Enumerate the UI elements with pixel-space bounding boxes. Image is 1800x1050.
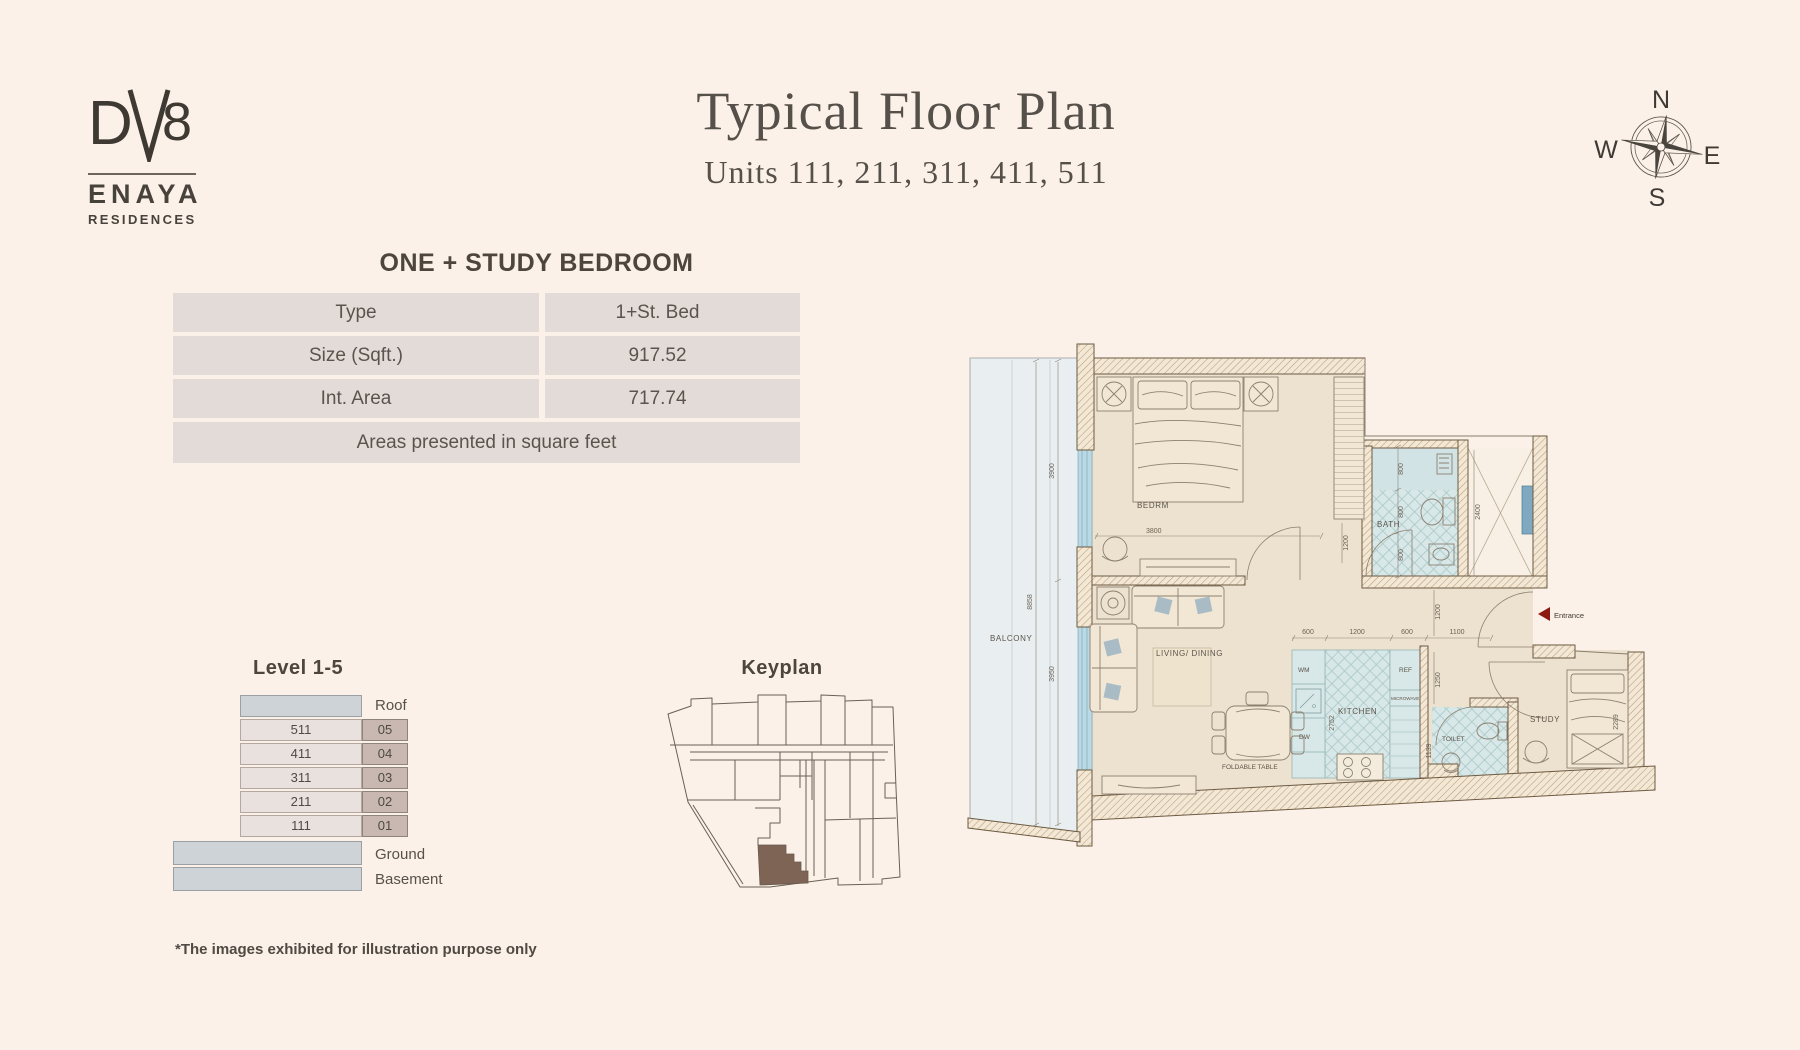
dv8-monogram-icon bbox=[88, 84, 208, 162]
dining-table bbox=[1226, 706, 1290, 760]
keyplan-drawing bbox=[660, 688, 905, 893]
balcony-label: BALCONY bbox=[990, 634, 1033, 643]
keyplan-title: Keyplan bbox=[741, 657, 823, 679]
bedroom-label: BEDRM bbox=[1137, 501, 1169, 510]
row-value: 917.52 bbox=[545, 336, 800, 375]
dim-ref-depth: 1250 bbox=[1435, 672, 1442, 688]
shaft-window bbox=[1522, 486, 1533, 534]
page-title: Typical Floor Plan bbox=[696, 81, 1116, 141]
compass-west-label: W bbox=[1594, 136, 1618, 164]
foldable-table-label: FOLDABLE TABLE bbox=[1222, 764, 1278, 771]
dim-balcony-lower: 3950 bbox=[1049, 666, 1056, 682]
stove bbox=[1337, 754, 1383, 780]
dressing-table bbox=[1140, 559, 1236, 576]
floor-row-level: 05 bbox=[362, 719, 408, 741]
compass-rose-icon bbox=[1583, 72, 1743, 217]
row-label: Size (Sqft.) bbox=[173, 336, 539, 375]
floor-row-unit: 211 bbox=[240, 791, 362, 813]
kitchen-label: KITCHEN bbox=[1338, 707, 1378, 716]
bath-label: BATH bbox=[1377, 520, 1401, 529]
floor-row-unit: 311 bbox=[240, 767, 362, 789]
disclaimer-footnote: *The images exhibited for illustration purpose only bbox=[175, 941, 537, 958]
dim-hall-width: 1200 bbox=[1435, 604, 1442, 620]
row-label: Type bbox=[173, 293, 539, 332]
dim-bath-1: 800 bbox=[1398, 463, 1405, 475]
floor-row-unit: 111 bbox=[240, 815, 362, 837]
logo-name: ENAYA bbox=[88, 179, 203, 209]
dim-kitchen-3: 600 bbox=[1401, 629, 1413, 636]
living-label: LIVING/ DINING bbox=[1156, 649, 1224, 658]
floor-row-unit: 511 bbox=[240, 719, 362, 741]
dim-shaft-depth: 2400 bbox=[1475, 504, 1482, 520]
dim-balcony-total: 8858 bbox=[1027, 594, 1034, 610]
floor-row-level: 02 bbox=[362, 791, 408, 813]
table-row bbox=[173, 336, 800, 375]
dim-toilet-width: 1139 bbox=[1426, 743, 1433, 759]
toilet-label: TOILET bbox=[1442, 736, 1465, 743]
dw-label: DW bbox=[1299, 734, 1310, 741]
ground-label: Ground bbox=[375, 846, 426, 863]
dim-kitchen-2: 1200 bbox=[1349, 629, 1365, 636]
ref-label: REF bbox=[1399, 667, 1412, 674]
wardrobe bbox=[1334, 377, 1364, 519]
microwave-label: MICROWAVE bbox=[1391, 696, 1420, 701]
dim-kitchen-depth: 2752 bbox=[1329, 715, 1336, 731]
floor-row-level: 04 bbox=[362, 743, 408, 765]
entrance-label: Entrance bbox=[1554, 611, 1585, 620]
dim-bedroom-door: 1200 bbox=[1343, 535, 1350, 551]
logo-type: RESIDENCES bbox=[88, 212, 197, 227]
compass-south-label: S bbox=[1648, 184, 1666, 212]
dim-bedroom-width: 3800 bbox=[1146, 528, 1162, 535]
logo-letter-d: D bbox=[88, 89, 133, 158]
study-label: STUDY bbox=[1530, 715, 1561, 724]
roof-bar bbox=[240, 695, 362, 717]
row-value: 717.74 bbox=[545, 379, 800, 418]
logo-letter-8: 8 bbox=[162, 92, 193, 152]
row-label: Int. Area bbox=[173, 379, 539, 418]
logo-divider bbox=[88, 173, 196, 175]
unit-info-table bbox=[173, 293, 800, 463]
dim-bath-2: 800 bbox=[1398, 506, 1405, 518]
dim-balcony-upper: 3900 bbox=[1049, 463, 1056, 479]
brand-logo bbox=[88, 84, 218, 227]
ground-bar bbox=[173, 841, 362, 865]
tv-console bbox=[1102, 776, 1196, 794]
dim-bath-3: 800 bbox=[1398, 549, 1405, 561]
entrance-arrow-icon bbox=[1538, 607, 1550, 621]
floor-row-level: 01 bbox=[362, 815, 408, 837]
table-row bbox=[173, 379, 800, 418]
compass-north-label: N bbox=[1651, 86, 1671, 114]
dim-study-width: 2289 bbox=[1613, 714, 1620, 730]
glazing-panel bbox=[1078, 450, 1092, 547]
double-bed bbox=[1133, 377, 1243, 502]
floor-row-unit: 411 bbox=[240, 743, 362, 765]
basement-bar bbox=[173, 867, 362, 891]
levels-title: Level 1-5 bbox=[253, 657, 344, 679]
keyplan-highlighted-unit bbox=[758, 845, 808, 885]
dim-kitchen-1: 600 bbox=[1302, 629, 1314, 636]
compass-east-label: E bbox=[1703, 142, 1721, 170]
row-value: 1+St. Bed bbox=[545, 293, 800, 332]
title-block bbox=[600, 80, 1212, 191]
table-footer-note: Areas presented in square feet bbox=[173, 422, 800, 463]
wm-label: WM bbox=[1298, 667, 1310, 674]
floor-plan-drawing bbox=[950, 340, 1670, 860]
unit-type-heading: ONE + STUDY BEDROOM bbox=[379, 249, 694, 277]
page-subtitle: Units 111, 211, 311, 411, 511 bbox=[704, 154, 1108, 190]
floor-row-level: 03 bbox=[362, 767, 408, 789]
table-row bbox=[173, 293, 800, 332]
dim-entry-width: 1100 bbox=[1449, 629, 1465, 636]
roof-label: Roof bbox=[375, 697, 407, 714]
basement-label: Basement bbox=[375, 871, 443, 888]
